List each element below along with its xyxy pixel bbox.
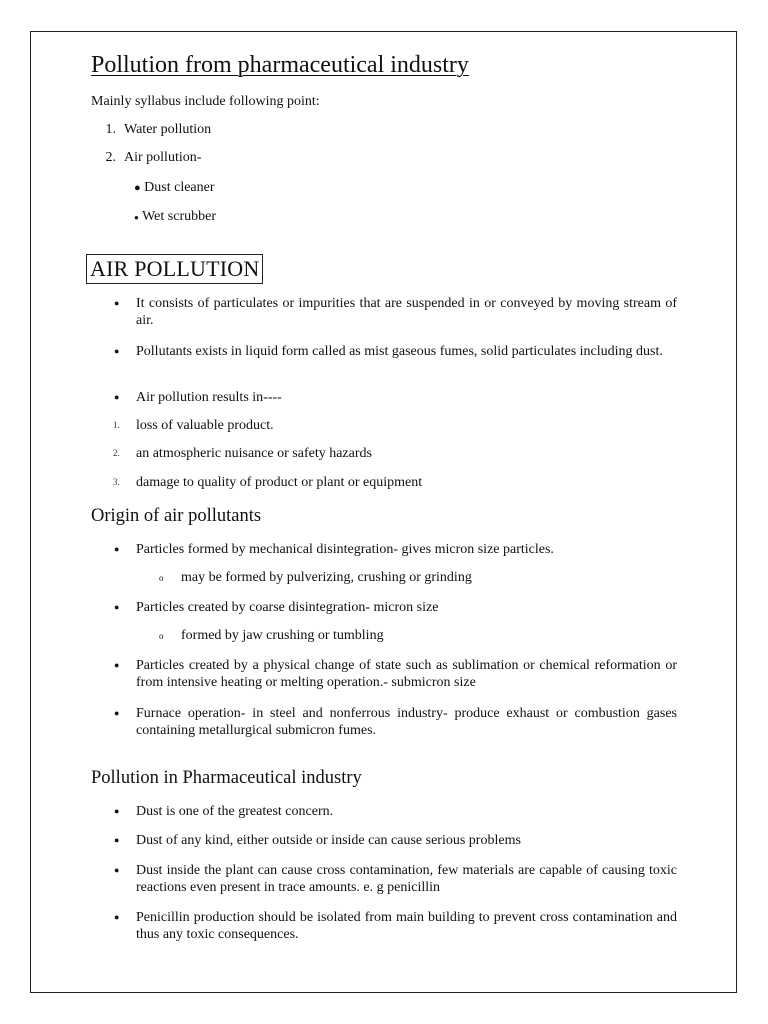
sub-list-text: formed by jaw crushing or tumbling: [181, 628, 384, 643]
list-item-text: Particles created by coarse disintegration- micron size: [136, 600, 439, 615]
list-item: [114, 541, 677, 558]
list-item: [114, 705, 677, 739]
bullet-dot-icon: ●: [114, 392, 120, 402]
list-item: [114, 832, 677, 849]
sub-list-item: [159, 569, 472, 586]
bullet-dot-icon: ●: [114, 865, 120, 875]
result-number: 1.: [113, 420, 120, 430]
list-item-text: Pollutants exists in liquid form called as mist gaseous fumes, solid particulates including dust.: [136, 344, 663, 359]
result-item: [113, 417, 274, 434]
list-item-text: Air pollution results in----: [136, 390, 282, 405]
syllabus-number: 2.: [105, 150, 116, 165]
page-title: Pollution from pharmaceutical industry: [91, 52, 469, 78]
result-item: [113, 445, 372, 462]
bullet-dot-icon: ●: [114, 660, 120, 670]
result-text: loss of valuable product.: [136, 418, 274, 433]
sub-list-item: [159, 627, 384, 644]
bullet-dot-icon: ●: [114, 298, 120, 308]
bullet-dot-icon: ●: [134, 213, 139, 222]
pharma-heading: Pollution in Pharmaceutical industry: [91, 768, 362, 788]
bullet-dot-icon: ●: [114, 708, 120, 718]
result-item: [113, 474, 423, 491]
bullet-dot-icon: ●: [134, 182, 141, 194]
list-item-text: Particles created by a physical change of state such as sublimation or chemical reformation or from intensive heating or melting operation.- submicron size: [136, 658, 677, 690]
bullet-dot-icon: ●: [114, 602, 120, 612]
result-number: 2.: [113, 448, 120, 458]
list-item-text: It consists of particulates or impurities that are suspended in or conveyed by moving stream of air.: [136, 296, 677, 328]
result-number: 3.: [113, 477, 120, 487]
list-item: [114, 862, 677, 896]
list-item: [114, 657, 677, 691]
circle-bullet-icon: o: [159, 631, 164, 641]
air-subpoint: [134, 180, 215, 196]
list-item-text: Dust inside the plant can cause cross contamination, few materials are capable of causing toxic reactions even present in trace amounts. e. g penicillin: [136, 863, 677, 895]
list-item-text: Penicillin production should be isolated from main building to prevent cross contamination and thus any toxic consequences.: [136, 910, 677, 942]
bullet-dot-icon: ●: [114, 544, 120, 554]
result-text: an atmospheric nuisance or safety hazards: [136, 446, 372, 461]
circle-bullet-icon: o: [159, 573, 164, 583]
syllabus-number: 1.: [105, 122, 116, 137]
syllabus-item: [91, 122, 211, 138]
list-item: [114, 295, 677, 329]
syllabus-item: [91, 150, 201, 166]
air-subpoint: [134, 209, 216, 225]
bullet-dot-icon: ●: [114, 835, 120, 845]
list-item: [114, 389, 677, 406]
list-item-text: Particles formed by mechanical disintegration- gives micron size particles.: [136, 542, 554, 557]
origin-heading: Origin of air pollutants: [91, 506, 262, 526]
air-pollution-heading: AIR POLLUTION: [86, 254, 263, 284]
bullet-dot-icon: ●: [114, 806, 120, 816]
list-item: [114, 909, 677, 943]
syllabus-text: Water pollution: [124, 122, 212, 137]
list-item-text: Furnace operation- in steel and nonferrous industry- produce exhaust or combustion gases containing metallurgical submicron fumes.: [136, 706, 677, 738]
intro-text: Mainly syllabus include following point:: [91, 94, 320, 109]
result-text: damage to quality of product or plant or equipment: [136, 475, 423, 490]
bullet-dot-icon: ●: [114, 346, 120, 356]
subpoint-text: Dust cleaner: [144, 180, 215, 195]
bullet-dot-icon: ●: [114, 912, 120, 922]
list-item: [114, 803, 677, 820]
syllabus-text: Air pollution-: [124, 150, 202, 165]
list-item: [114, 599, 677, 616]
subpoint-text: Wet scrubber: [142, 209, 216, 224]
list-item-text: Dust of any kind, either outside or inside can cause serious problems: [136, 833, 521, 848]
list-item: [114, 343, 677, 360]
sub-list-text: may be formed by pulverizing, crushing or grinding: [181, 570, 472, 585]
list-item-text: Dust is one of the greatest concern.: [136, 804, 334, 819]
